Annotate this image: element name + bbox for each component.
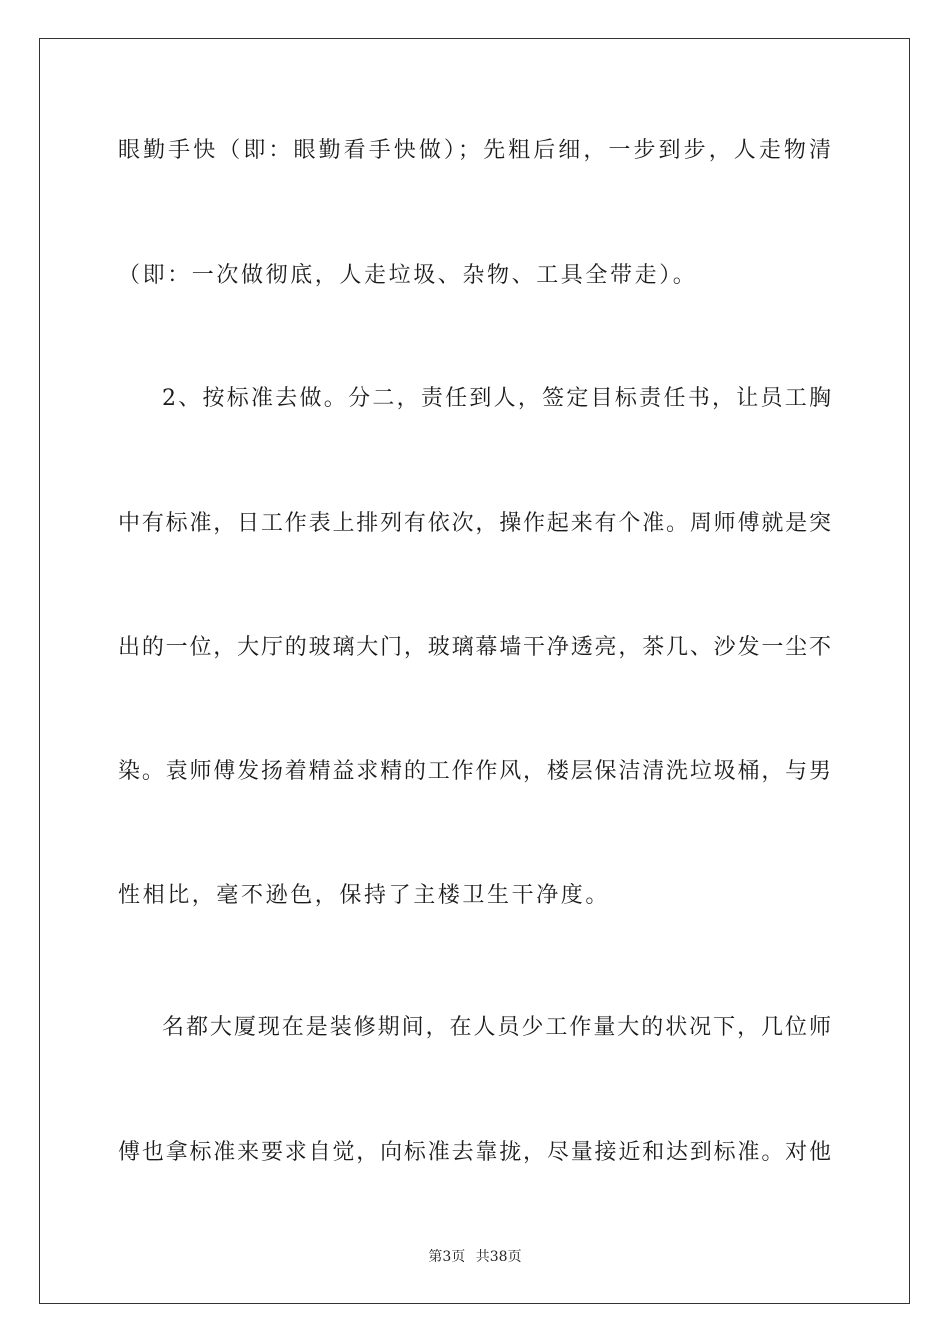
paragraph-line-9: 傅也拿标准来要求自觉，向标准去靠拢，尽量接近和达到标准。对他 bbox=[118, 1140, 831, 1165]
paragraph-line-8: 名都大厦现在是装修期间，在人员少工作量大的状况下，几位师 bbox=[162, 1015, 831, 1040]
total-pages: 共38页 bbox=[475, 1249, 522, 1265]
paragraph-line-6: 染。袁师傅发扬着精益求精的工作作风，楼层保洁清洗垃圾桶，与男 bbox=[118, 759, 831, 784]
page-number: 第3页 bbox=[428, 1249, 466, 1265]
paragraph-line-1: 眼勤手快（即：眼勤看手快做）；先粗后细，一步到步，人走物清 bbox=[118, 138, 831, 163]
paragraph-line-5: 出的一位，大厅的玻璃大门，玻璃幕墙干净透亮，茶几、沙发一尘不 bbox=[118, 635, 831, 660]
paragraph-line-2: （即：一次做彻底，人走垃圾、杂物、工具全带走）。 bbox=[118, 263, 698, 288]
page-footer bbox=[0, 1248, 950, 1266]
paragraph-line-4: 中有标准，日工作表上排列有依次，操作起来有个准。周师傅就是突 bbox=[118, 511, 831, 536]
page-border bbox=[39, 38, 910, 1304]
paragraph-line-3: 2、按标准去做。分二，责任到人，签定目标责任书，让员工胸 bbox=[162, 386, 831, 411]
paragraph-line-7: 性相比，毫不逊色，保持了主楼卫生干净度。 bbox=[118, 883, 611, 908]
